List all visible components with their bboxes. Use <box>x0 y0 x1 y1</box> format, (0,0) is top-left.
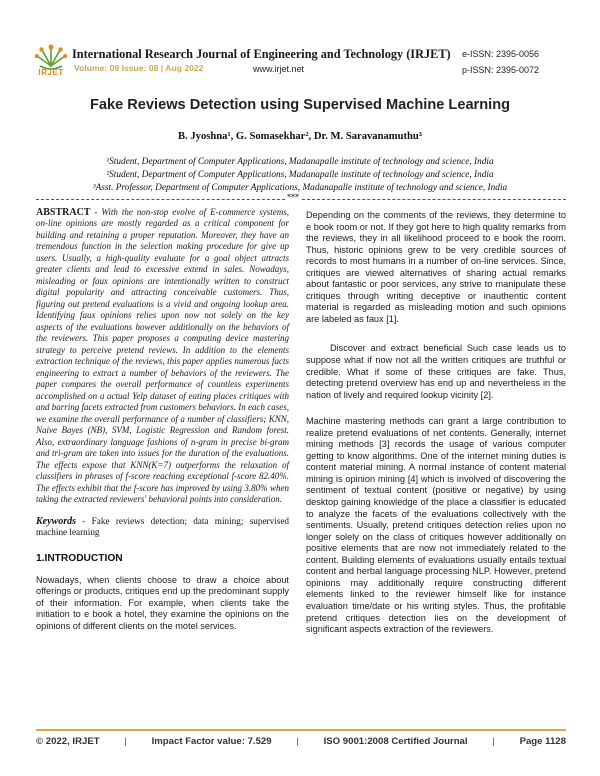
right-paragraph-1: Depending on the comments of the reviews, they determine to e book room or not. If they got here to high quality remarks from the reviews, they in all likelihood proceed to e book the room. Thus, historic opinions grew to be very credible sources of records to most humans in a number of on-line services. Since, critiques are viewed alternatives of sharing actual remarks about fantastic or poor services, any strive to manipulate these critiques through writing deceptive or inauthentic content material is regarded as misleading motion and such opinions are labeled as faux [1]. <box>306 210 566 324</box>
footer-divider: | <box>296 736 299 747</box>
footer-page-number: Page 1128 <box>519 736 566 747</box>
keywords <box>36 516 289 539</box>
footer-rule <box>36 729 566 731</box>
e-issn: e-ISSN: 2395-0056 <box>462 49 540 59</box>
affiliation-3: ³Asst. Professor, Department of Computer Applications, Madanapalle institute of technology and science, India <box>92 183 508 193</box>
logo-text: IRJET <box>38 68 64 77</box>
separator-mark: *** <box>287 193 299 202</box>
right-paragraph-2: Discover and extract beneficial Such case leads us to suppose what if now not all the written critiques are truthful or credible. What if some of these critiques are fake. Thus, detecting pretend overview has end up and nevertheless in the nation of lively and required lookup vicinity [2]. <box>306 343 566 400</box>
abstract <box>36 207 289 506</box>
keywords-label: Keywords <box>36 515 76 527</box>
section-heading-introduction: 1.INTRODUCTION <box>36 552 123 564</box>
footer-iso: ISO 9001:2008 Certified Journal <box>323 736 468 747</box>
affiliation-2: ²Student, Department of Computer Applications, Madanapalle institute of technology and science, India <box>106 170 494 180</box>
page-footer <box>36 736 566 747</box>
abstract-label: ABSTRACT <box>36 207 91 218</box>
journal-title: International Research Journal of Engineering and Technology (IRJET) <box>72 47 451 61</box>
right-column <box>306 210 566 647</box>
left-column <box>36 207 289 633</box>
journal-website[interactable]: www.irjet.net <box>253 64 305 74</box>
footer-copyright: © 2022, IRJET <box>36 736 100 747</box>
separator-line <box>36 199 566 200</box>
abstract-text: - With the non-stop evolve of E-commerce systems, on-line opinions are mostly regarded as a critical component for building and retaining a proper reputation. Moreover, they have an tremendous function in the selection making procedure for give up users. Usually, a high-quality evaluate for a goal object attracts greater clients and lead to excessive extend in sales. Nowadays, misleading or faux opinions are intentionally written to construct digital popularity and attracting conceivable customers. Thus, figuring out pretend evaluations is a vivid and ongoing lookup area. Identifying faux opinions relies upon now not solely on the key aspects of the evaluations however additionally on the behaviors of the reviewers. This paper proposes a computing device mastering strategy to perceive pretend reviews. In addition to the elements extraction technique of the reviews, this paper applies numerous facts engineering to extract a number of behaviors of the reviewers. The paper compares the overall performance of countless experiments accomplished on a actual Yelp dataset of eating places critiques with and barring facets extracted from customers behaviors. In each cases, we examine the overall performance of a number of classifiers; KNN, Naive Bayes (NB), SVM, Logistic Regression and Random forest. Also, extraordinary language fashions of n-gram in precise bi-gram and tri-gram are taken into issues for the duration of the evaluations. The effects expose that KNN(K=7) outperforms the relaxation of classifiers in phrases of f-score reaching exceptional f-score 82.40%. The effects exhibit that the f-score has improved by using 3.80% when taking the extracted reviewers' behavioral points into consideration. <box>36 207 289 505</box>
author-list: B. Jyoshna¹, G. Somasekhar², Dr. M. Saravanamuthu³ <box>177 131 422 142</box>
footer-impact-factor: Impact Factor value: 7.529 <box>151 736 272 747</box>
right-paragraph-3: Machine mastering methods can grant a large contribution to realize pretend evaluations of net contents. Generally, internet mining methods [3] records the usage of various computer getting to know algorithms. One of the internet mining duties is content material mining. A normal instance of content material mining is opinion mining [4] which is involved of discovering the sentiment of textual content (positive or negative) by using desktop gaining knowledge of the place a classifier is educated to analyze the facets of the evaluations collectively with the sentiments. Usually, pretend critiques detection relies upon no longer solely on the class of critiques however additionally on positive elements that are now not immediately related to the content. Building elements of evaluations usually entails textual content and herbal language processing NLP. However, pretend opinions may additionally require constructing different elements linked to the reviewer himself like for instance evaluation time/date or his writing styles. Thus, the profitable pretend critiques detection lies on the development of significant aspects extraction of the reviewers. <box>306 416 566 635</box>
p-issn: p-ISSN: 2395-0072 <box>462 65 540 75</box>
paper-title: Fake Reviews Detection using Supervised Machine Learning <box>89 97 511 113</box>
volume-issue: Volume: 09 Issue: 08 | Aug 2022 <box>74 63 204 73</box>
footer-divider: | <box>124 736 127 747</box>
keywords-text: - Fake reviews detection; data mining; supervised machine learning <box>36 515 289 538</box>
affiliation-1: ¹Student, Department of Computer Applications, Madanapalle institute of technology and science, India <box>106 157 494 167</box>
intro-paragraph-1: Nowadays, when clients choose to draw a choice about offerings or products, critiques end up the predominant supply of their information. For example, when clients take the initiation to e book a hotel, they examine the opinions on the opinions of different clients on the motel services. <box>36 574 289 631</box>
footer-divider: | <box>492 736 495 747</box>
